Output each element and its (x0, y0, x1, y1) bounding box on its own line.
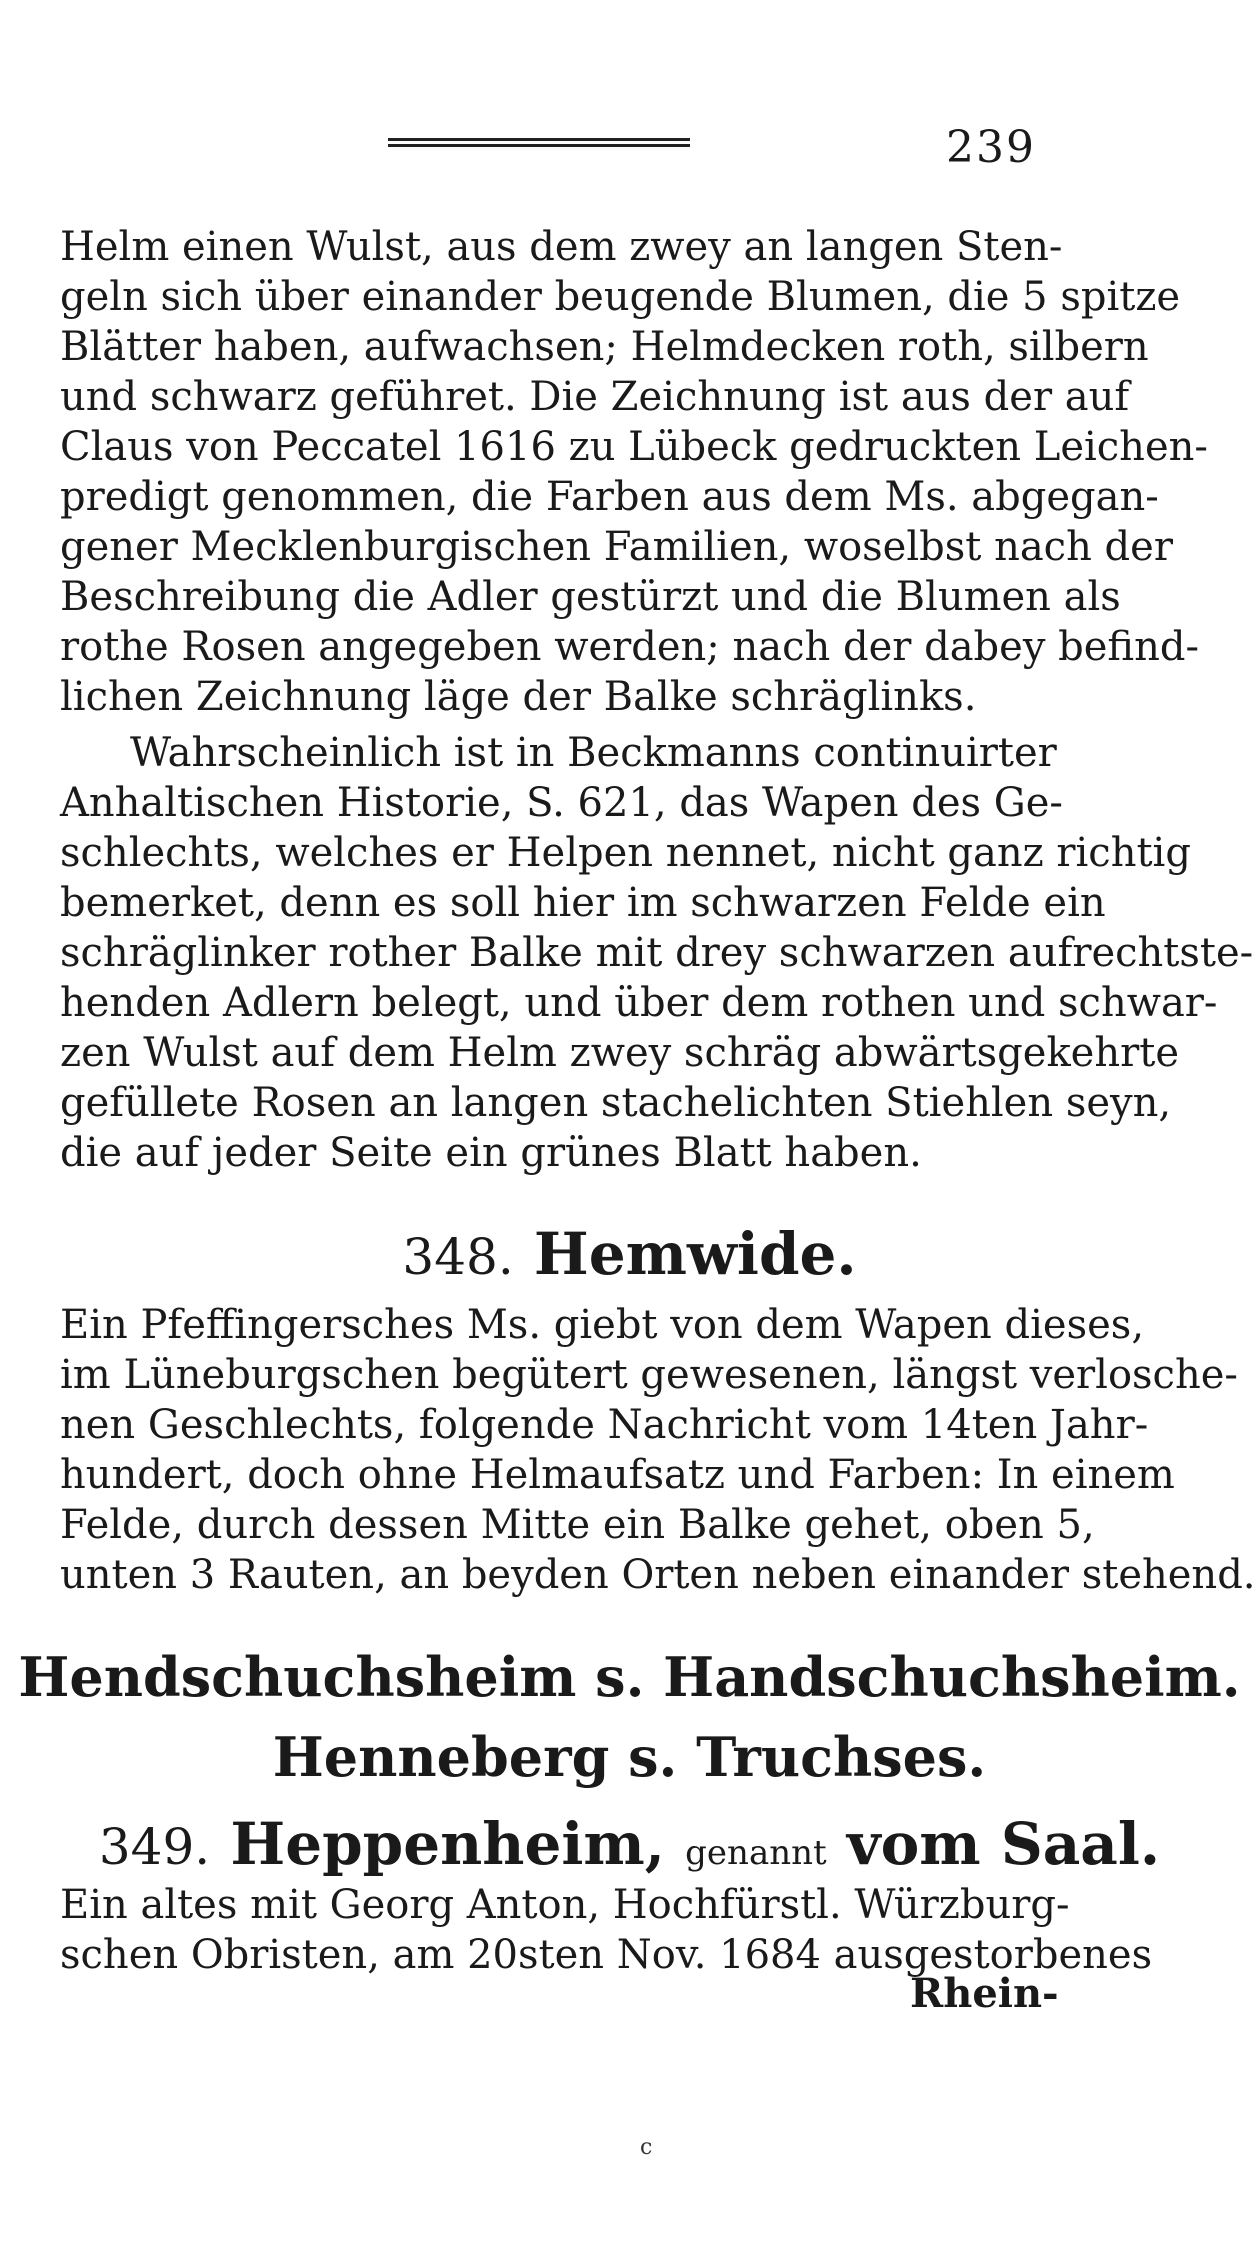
paragraph-line: rothe Rosen angegeben werden; nach der dabey befind- (60, 624, 1199, 670)
crossref-heading: Henneberg s. Truchses. (272, 1725, 987, 1789)
paragraph-line: schlechts, welches er Helpen nennet, nicht ganz richtig (60, 830, 1191, 876)
paragraph-line: Blätter haben, aufwachsen; Helmdecken roth, silbern (60, 324, 1149, 370)
paragraph-line: im Lüneburgschen begütert gewesenen, längst verlosche- (60, 1352, 1238, 1398)
paragraph-line: Wahrscheinlich ist in Beckmanns continuirter (130, 730, 1057, 776)
paragraph-line: hundert, doch ohne Helmaufsatz und Farben: In einem (60, 1452, 1175, 1498)
paragraph-line: predigt genommen, die Farben aus dem Ms. abgegan- (60, 474, 1159, 520)
paragraph-line: geln sich über einander beugende Blumen, die 5 spitze (60, 274, 1181, 320)
paragraph-line: Claus von Peccatel 1616 zu Lübeck gedruckten Leichen- (60, 424, 1208, 470)
crossref-heading: Hendschuchsheim s. Handschuchsheim. (18, 1645, 1241, 1709)
header-rule (388, 138, 690, 150)
paragraph-line: Ein altes mit Georg Anton, Hochfürstl. Würzburg- (60, 1882, 1070, 1928)
paragraph-line: schräglinker rother Balke mit drey schwarzen aufrechtste- (60, 930, 1254, 976)
entry-heading-348 (0, 1220, 1259, 1288)
paragraph-line: nen Geschlechts, folgende Nachricht vom 14ten Jahr- (60, 1402, 1149, 1448)
entry-heading-349 (0, 1810, 1259, 1878)
paragraph-line: und schwarz geführet. Die Zeichnung ist aus der auf (60, 374, 1130, 420)
paragraph-line: schen Obristen, am 20sten Nov. 1684 ausgestorbenes (60, 1932, 1153, 1978)
paragraph-line: Helm einen Wulst, aus dem zwey an langen Sten- (60, 224, 1063, 270)
entry-title-suffix: vom Saal. (846, 1810, 1161, 1878)
page-number: 239 (946, 122, 1036, 173)
paragraph-line: Beschreibung die Adler gestürzt und die Blumen als (60, 574, 1121, 620)
paragraph-line: unten 3 Rauten, an beyden Orten neben einander stehend. (60, 1552, 1256, 1598)
paragraph-line: gener Mecklenburgischen Familien, woselbst nach der (60, 524, 1173, 570)
entry-title-connector: genannt (685, 1833, 827, 1873)
paragraph-line: bemerket, denn es soll hier im schwarzen Felde ein (60, 880, 1106, 926)
entry-title: Hemwide. (533, 1220, 857, 1288)
entry-number: 348. (402, 1228, 514, 1286)
catchword: Rhein- (910, 1970, 1059, 2017)
entry-title: Heppenheim, (230, 1810, 665, 1878)
paragraph-line: die auf jeder Seite ein grünes Blatt haben. (60, 1130, 922, 1176)
entry-number: 349. (98, 1818, 211, 1876)
signature-mark: c (640, 2135, 653, 2160)
paragraph-line: henden Adlern belegt, und über dem rothen und schwar- (60, 980, 1218, 1026)
paragraph-line: Anhaltischen Historie, S. 621, das Wapen des Ge- (60, 780, 1063, 826)
paragraph-line: lichen Zeichnung läge der Balke schräglinks. (60, 674, 977, 720)
paragraph-line: Ein Pfeffingersches Ms. giebt von dem Wapen dieses, (60, 1302, 1145, 1348)
paragraph-line: Felde, durch dessen Mitte ein Balke gehet, oben 5, (60, 1502, 1095, 1548)
paragraph-line: gefüllete Rosen an langen stachelichten Stiehlen seyn, (60, 1080, 1172, 1126)
paragraph-line: zen Wulst auf dem Helm zwey schräg abwärtsgekehrte (60, 1030, 1179, 1076)
